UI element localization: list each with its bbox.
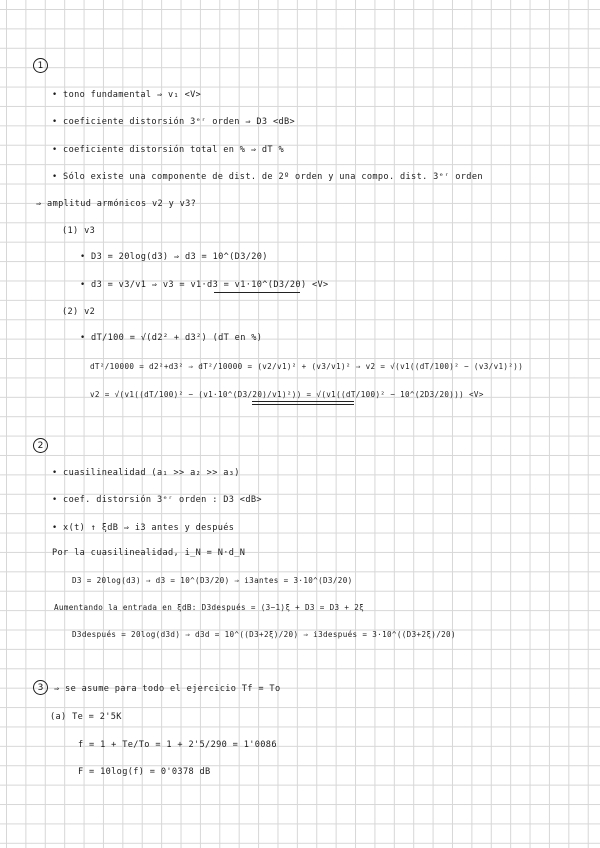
s2-bullet-quasilinearity: • cuasilinealidad (a₁ >> a₂ >> a₃) [52, 468, 240, 478]
s1-part-1-label: (1) v3 [62, 226, 96, 236]
s2-bullet-input-increase: • x(t) ↑ ξdB ⇒ i3 antes y después [52, 523, 235, 533]
s1-bullet-total-distortion: • coeficiente distorsión total en % ⇒ dT % [52, 145, 285, 155]
s1-bullet-distortion-3rd: • coeficiente distorsión 3ᵉʳ orden ⇒ D3 <dB> [52, 117, 296, 127]
s3-line-F: F = 10log(f) = 0'0378 dB [78, 767, 211, 777]
s1-bullet-components: • Sólo existe una componente de dist. de 2º orden y una compo. dist. 3ᵉʳ orden [52, 172, 483, 182]
s1-part-2-label: (2) v2 [62, 307, 96, 317]
s1-v2-result-underline-2 [252, 404, 354, 405]
s1-bullet-fundamental: • tono fundamental ⇒ v₁ <V> [52, 90, 202, 100]
s3-line-te: (a) Te = 2'5K [50, 712, 122, 722]
section-number-1: 1 [33, 58, 48, 73]
s1-v2-result-underline-1 [252, 401, 354, 402]
s1-eq-v3: • d3 = v3/v1 ⇒ v3 = v1·d3 = v1·10^(D3/20) <V> [80, 280, 329, 290]
s2-line-d3-after: D3después = 20log(d3d) ⇒ d3d = 10^((D3+2ξ)/20) ⇒ i3después = 3·10^((D3+2ξ)/20) [72, 630, 456, 639]
s1-eq-v2-derivation: dT²/10000 = d2²+d3² ⇒ dT²/10000 = (v2/v1)² + (v3/v1)² ⇒ v2 = √(v1((dT/100)² − (v3/v1)²)) [90, 362, 524, 371]
s1-eq-dt: • dT/100 = √(d2² + d3²) (dT en %) [80, 333, 263, 343]
s2-bullet-coef-distortion: • coef. distorsión 3ᵉʳ orden : D3 <dB> [52, 495, 262, 505]
section-number-3: 3 [33, 680, 48, 695]
s2-line-d3-before: D3 = 20log(d3) ⇒ d3 = 10^(D3/20) ⇒ i3antes = 3·10^(D3/20) [72, 576, 353, 585]
s2-line-increase: Aumentando la entrada en ξdB: D3después = (3−1)ξ + D3 = D3 + 2ξ [54, 603, 365, 612]
section-number-2: 2 [33, 438, 48, 453]
s3-line-assumption: ⇒ se asume para todo el ejercicio Tf = To [54, 684, 281, 694]
s1-v3-result-underline [214, 292, 300, 293]
s1-eq-v2-final: v2 = √(v1((dT/100)² − (v1·10^(D3/20)/v1)²)) = √(v1((dT/100)² − 10^(2D3/20))) <V> [90, 390, 484, 399]
s1-question: ⇒ amplitud armónicos v2 y v3? [36, 199, 197, 209]
s2-line-quasilinearity: Por la cuasilinealidad, i_N = N·d_N [52, 548, 246, 558]
s3-line-f: f = 1 + Te/To = 1 + 2'5/290 = 1'0086 [78, 740, 277, 750]
s1-eq-d3-db: • D3 = 20log(d3) ⇒ d3 = 10^(D3/20) [80, 252, 268, 262]
